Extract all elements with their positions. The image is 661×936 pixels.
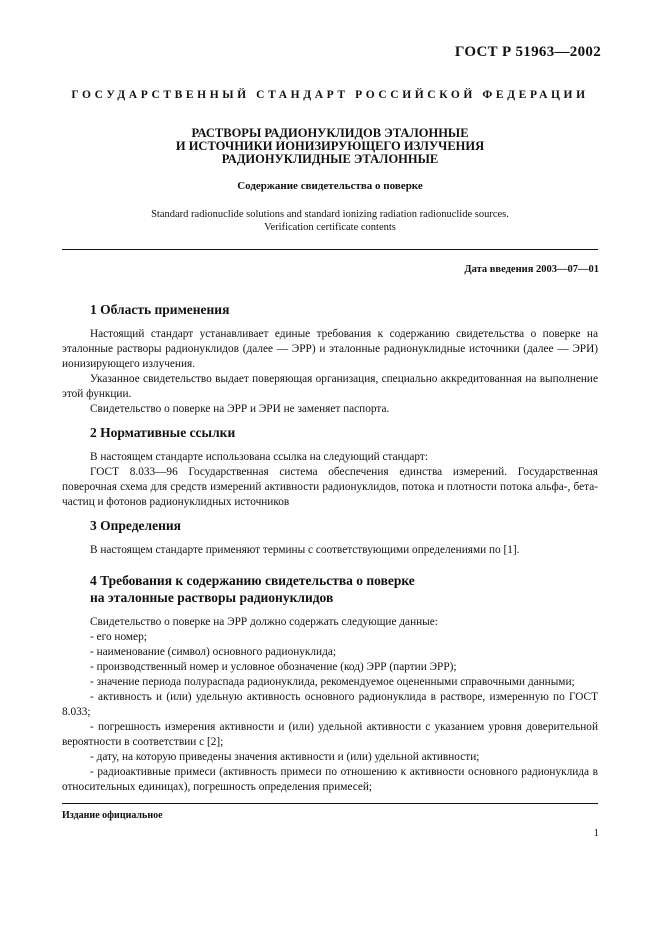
section-4 [62, 572, 598, 795]
english-title-line-1: Standard radionuclide solutions and standard ionizing radiation radionuclide sources. [151, 209, 509, 220]
list-item: - дату, на которую приведены значения активности и (или) удельной активности; [90, 751, 480, 763]
list-item: - производственный номер и условное обозначение (код) ЭРР (партии ЭРР); [90, 661, 457, 673]
section-4-heading-line-2: на эталонные растворы радионуклидов [90, 590, 334, 605]
section-3-paragraph-1: В настоящем стандарте применяют термины с соответствующими определениями по [1]. [90, 544, 520, 556]
page-number: 1 [593, 827, 599, 839]
official-edition-note: Издание официальное [62, 810, 163, 821]
list-item: - активность и (или) удельную активность основного радионуклида в растворе, измеренную по ГОСТ 8.033; [62, 691, 598, 718]
list-item: - наименование (символ) основного радионуклида; [90, 646, 336, 658]
document-title [62, 127, 598, 166]
section-1 [62, 301, 598, 417]
section-1-paragraph-1: Настоящий стандарт устанавливает единые требования к содержанию свидетельства о поверке на эталонные растворы радионуклидов (далее — ЭРР) и эталонные радионуклидные источники (далее — ЭРИ) ионизирующего излучения. [62, 328, 598, 370]
top-divider [62, 249, 598, 250]
list-item: - погрешность измерения активности и (или) удельной активности с указанием уровня доверительной вероятности в соответствии с [2]; [62, 721, 598, 748]
document-code: ГОСТ Р 51963—2002 [454, 44, 601, 60]
section-3 [62, 517, 598, 558]
section-4-heading-line-1: 4 Требования к содержанию свидетельства о поверке [90, 573, 415, 588]
section-3-heading: 3 Определения [90, 518, 181, 533]
section-1-heading: 1 Область применения [90, 302, 230, 317]
section-2 [62, 424, 598, 510]
footer-divider [62, 803, 598, 804]
english-title [62, 208, 598, 234]
english-title-line-2: Verification certificate contents [264, 222, 396, 233]
section-1-paragraph-2: Указанное свидетельство выдает поверяющая организация, специально аккредитованная на выполнение этой функции. [62, 373, 598, 400]
section-2-heading: 2 Нормативные ссылки [90, 425, 236, 440]
effective-date: Дата введения 2003—07—01 [464, 264, 599, 275]
title-line-1: РАСТВОРЫ РАДИОНУКЛИДОВ ЭТАЛОННЫЕ [191, 126, 469, 140]
title-line-2: И ИСТОЧНИКИ ИОНИЗИРУЮЩЕГО ИЗЛУЧЕНИЯ [175, 139, 485, 153]
title-line-3: РАДИОНУКЛИДНЫЕ ЭТАЛОННЫЕ [221, 152, 439, 166]
document-subtitle: Содержание свидетельства о поверке [237, 180, 423, 192]
section-1-paragraph-3: Свидетельство о поверке на ЭРР и ЭРИ не заменяет паспорта. [90, 403, 390, 415]
state-standard-header: ГОСУДАРСТВЕННЫЙ СТАНДАРТ РОССИЙСКОЙ ФЕДЕРАЦИИ [71, 89, 589, 101]
section-4-intro: Свидетельство о поверке на ЭРР должно содержать следующие данные: [90, 616, 438, 628]
section-2-paragraph-2: ГОСТ 8.033—96 Государственная система обеспечения единства измерений. Государственная поверочная схема для средств измерений активности радионуклидов, потока и плотности потока альфа-, бета-частиц и фотонов радионуклидных источников [62, 466, 598, 508]
section-2-paragraph-1: В настоящем стандарте использована ссылка на следующий стандарт: [90, 451, 428, 463]
list-item: - радиоактивные примеси (активность примеси по отношению к активности основного радионуклида в относительных единицах), погрешность определения примесей; [62, 766, 598, 793]
list-item: - значение периода полураспада радионуклида, рекомендуемое оцененными справочными данными; [90, 676, 575, 688]
list-item: - его номер; [90, 631, 147, 643]
